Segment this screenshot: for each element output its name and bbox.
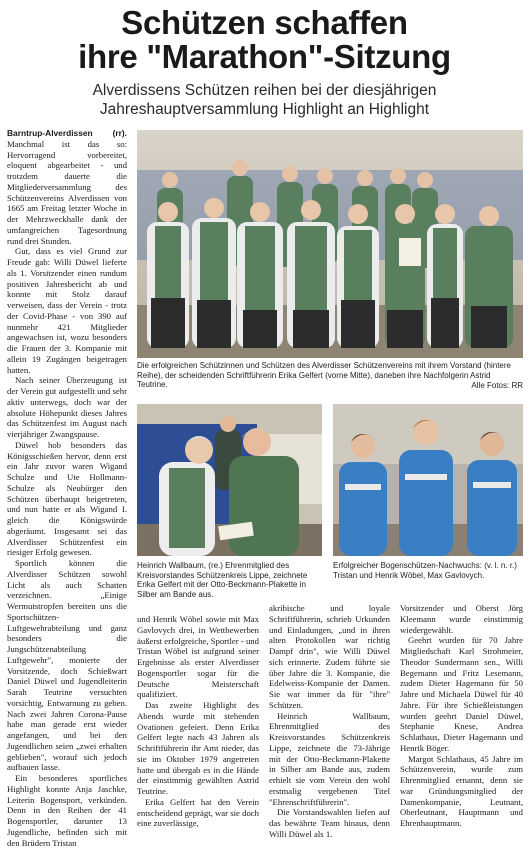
youth-photo-caption: Erfolgreicher Bogenschützen-Nachwuchs: (v. l. n. r.) Tristan und Henrik Wöbel, Max Gavlovych.: [333, 561, 517, 580]
paragraph: Sportlich können die Alverdisser Schützen sowohl Licht als auch Schatten verzeichnen. „Einige Wermutstropfen bereiten uns die Sportschützen-Luftgewehrabteilung und ganz besonders die Jungschützenabteilung Luftgewehr", monierte der Vorsitzende, doch Schießwart Daniel Düwel und Jugendleiterin Sarah Teutrine versuchten vorsichtig, Entwarnung zu geben. Nach zwei Jahren Corona-Pause habe man gerade erst wieder angefangen, und bei den Jugendlichen seien „zwei erhalten geblieben", worauf sich jedoch aufbauen lasse.: [7, 558, 127, 773]
paragraph: Das zweite Highlight des Abends wurde mit stehenden Ovationen gefeiert. Denn Erika Gelfert legte nach 43 Jahren als Schriftführerin ihr Amt nieder, das sie im Oktober 1979 angetreten hatte und übergab es in die Hände der einstimmig gewählten Astrid Teutrine.: [137, 700, 259, 796]
paragraph: Gut, dass es viel Grund zur Freude gab: Willi Düwel lieferte als 1. Vorsitzender einen rundum positiven Jahresbericht ab und konnte mit Stolz darauf verweisen, dass der Verein - trotz der Covid-Phase - von 390 auf nunmehr 421 Mitglieder angewachsen ist, wozu besonders die Frauen der 3. Kompanie mit allein 19 Zugängen beigetragen hatten.: [7, 246, 127, 375]
text-column-2: [137, 614, 259, 842]
paragraph: Vorsitzender und Oberst Jörg Kleemann wurde einstimmig wiedergewählt.: [400, 603, 523, 635]
article-subheadline: [0, 81, 529, 119]
text-column-1: [7, 128, 127, 848]
text-column-3: [269, 603, 390, 842]
photo-credit: Alle Fotos: RR: [471, 381, 523, 390]
dateline-paragraph: [7, 128, 127, 246]
headline-line-2: ihre "Marathon"-Sitzung: [78, 38, 451, 75]
subheadline-line-2: Jahreshauptversammlung Highlight an Highlight: [99, 101, 430, 118]
text-column-4: [400, 603, 523, 842]
group-photo: [137, 130, 523, 358]
paragraph: Die Vorstandswahlen liefen auf das bewährte Team hinaus, denn Willi Düwel als 1.: [269, 807, 390, 839]
group-photo-caption: Die erfolgreichen Schützinnen und Schützen des Alverdisser Schützenvereins mit ihrem Vorstand (hintere Reihe), der scheidenden Schriftführerin Erika Gelfert (vorne Mitte), daneben ihre Nachfolgerin Astrid Teutrine.: [137, 361, 511, 390]
paragraph: Nach seiner Überzeugung ist der Verein gut aufgestellt und sehr aktiv unterwegs, doch war der absolute Höhepunkt dieses Jahres das Schützenfest im August nach vierjähriger Zwangspause.: [7, 375, 127, 439]
paragraph: Düwel hob besonders das Königsschießen hervor, denn erst ein Jahr zuvor waren Wigand Schulze und Ute Hollmann-Schulze als Neubürger den Schützen überhaupt beigetreten, und nun hatte er als Wigand I. gleich die Königswürde abgeräumt. Insgesamt sei das Alverdisser Schützenfest ein riesiger Erfolg gewesen.: [7, 439, 127, 558]
paragraph: Margot Schlathaus, 45 Jahre im Schützenverein, wurde zum Ehrenmitglied ernannt, denn sie war Gründungsmitglied der Damenkompanie, Leutnant, Oberleutnant, Hauptmann und Ehrenhauptmann.: [400, 753, 523, 828]
paragraph: Manchmal ist das so: Hervorragend vorbereitet, eloquent abgearbeitet - und trotzdem dauerte die Mitgliederversammlung des Schützenvereins Alverdissen von 1665 am Freitag letzter Woche in der Mehrzweckhalle dank der umfangreichen Tagesordnung rund drei Stunden.: [7, 138, 127, 246]
award-photo: [137, 404, 322, 556]
youth-archers-photo: [333, 404, 523, 556]
headline-line-1: Schützen schaffen: [121, 4, 408, 41]
paragraph: Geehrt wurden für 70 Jahre Mitgliedschaft Karl Strohmeier, Theodor Sundermann sen., Willi Begemann und Fritz Lesemann, zudem Dieter Hagemann für 50 Jahre und Michaela Düwel für 40 Jahre. Für ihre Schießleistungen wurden geehrt Daniel Düwel, Stephanie Knese, Andrea Schlathaus, Dieter Hagemann und Henrik Böger.: [400, 635, 523, 753]
subheadline-line-1: Alverdissens Schützen reihen bei der diesjährigen: [92, 82, 437, 99]
award-photo-caption: Heinrich Wallbaum, (re.) Ehrenmitglied des Kreisvorstandes Schützenkreis Lippe, zeichnete Erika Gelfert mit der Otto-Beckmann-Plakette in Silber am Bande aus.: [137, 561, 308, 599]
article-headline: [0, 6, 529, 74]
paragraph: Ein besonderes sportliches Highlight konnte Anja Jaschke, Leiterin Bogensport, verkünden. Denn in den Reihen der 41 Bogensportler, darunter 13 Jugendliche, befinden sich mit den Brüdern Tristan: [7, 773, 127, 848]
dateline: Barntrup-Alverdissen: [7, 128, 93, 138]
paragraph: und Henrik Wöbel sowie mit Max Gavlovych drei, in Wettbewerben äußerst erfolgreiche, Sportler - und Tristan Wöbel ist aufgrund seiner Ergebnisse als erster Alverdisser Bogensportler sogar für die Deutsche Meisterschaft qualifiziert.: [137, 614, 259, 700]
paragraph: Heinrich Wallbaum, Ehrenmitglied des Kreisvorstandes Schützenkreis Lippe, zeichnete die 73-Jährige mit der Otto-Beckmann-Plakette in Silber am Bande aus, zudem erhielt sie vom Verein den wohl erstmalig vergebenen Titel "Ehrenschriftführerin".: [269, 710, 390, 807]
paragraph: akribische und loyale Schriftführerin, schrieb Urkunden und Einladungen, „und in ihren alten Protokollen war richtig Dampf drin", wie Willi Düwel sich erinnerte. Zudem führte sie über Jahre die 3. Kompanie, die Edelweiss-Kompanie der Damen. Sie war immer da für "ihre" Schützen.: [269, 603, 390, 710]
paragraph: Erika Gelfert hat den Verein entscheidend geprägt, war sie doch eine zuverlässige,: [137, 796, 259, 829]
author-tag: (rr).: [112, 128, 127, 138]
